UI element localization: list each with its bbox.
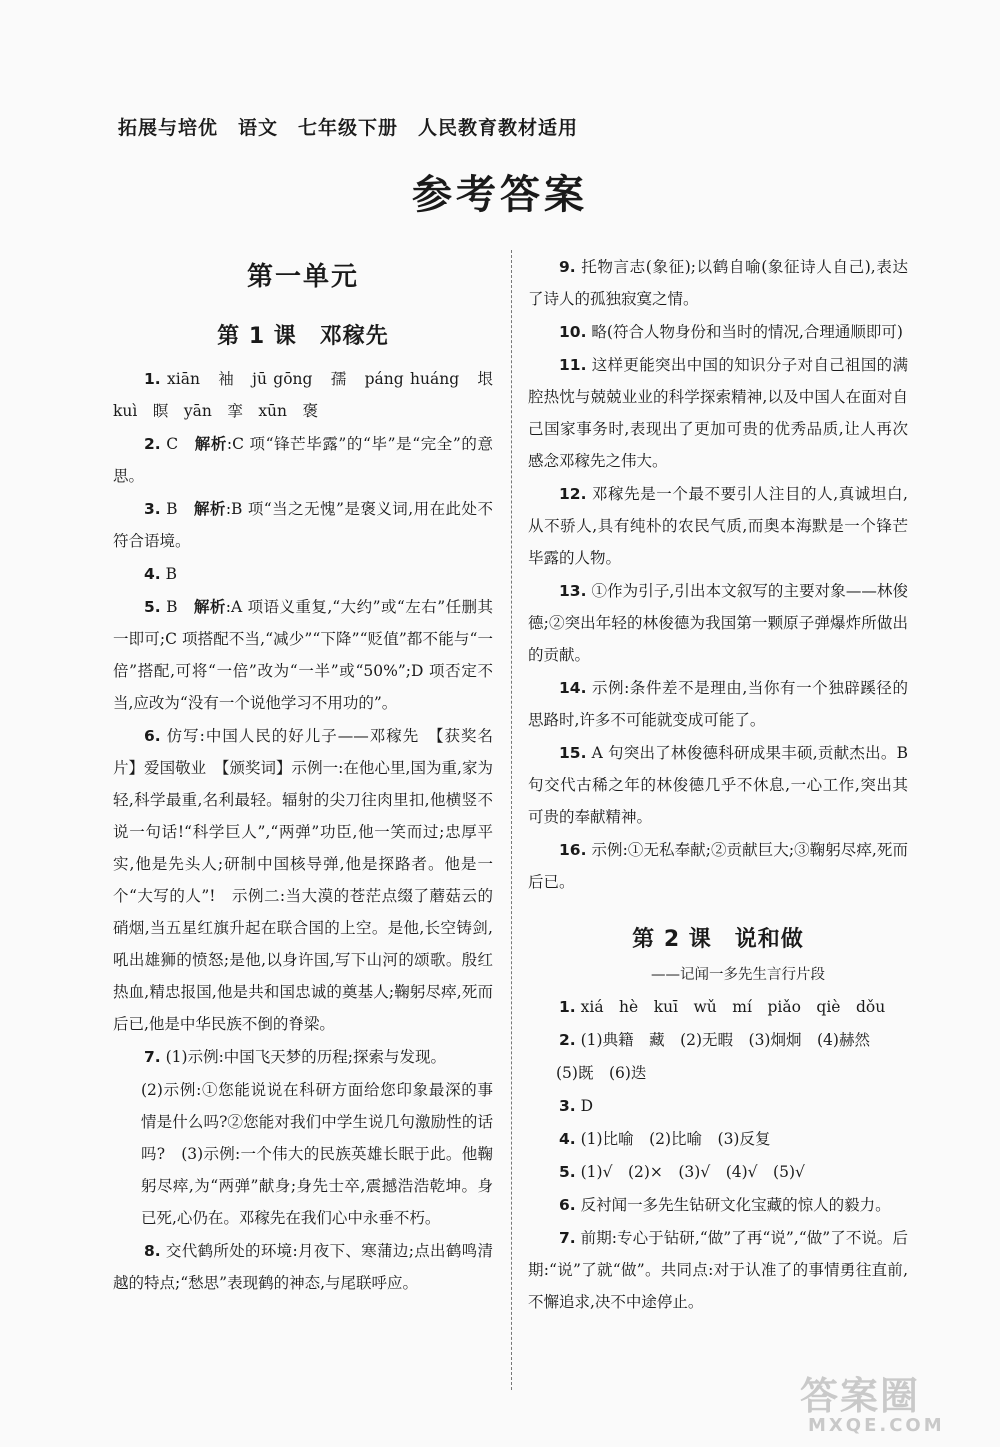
answer-text: B — [160, 565, 178, 583]
analysis-text: :B 项“当之无愧”是褒义词,用在此处不符合语境。 — [113, 500, 493, 550]
answer-text: 示例:①无私奉献;②贡献巨大;③鞠躬尽瘁,死而后已。 — [528, 841, 908, 891]
answer-item — [528, 1188, 908, 1221]
unit-title: 第一单元 — [246, 262, 359, 292]
answer-number: 14. — [559, 679, 587, 697]
answer-item — [528, 348, 908, 477]
answer-item — [113, 362, 509, 427]
analysis-label: 解析 — [193, 597, 226, 616]
answer-text: 略(符合人物身份和当时的情况,合理通顺即可) — [586, 323, 903, 341]
answer-item — [528, 315, 908, 348]
answer-text: 这样更能突出中国的知识分子对自己祖国的满腔热忱与兢兢业业的科学探索精神,以及中国人在面对自己国家事务时,表现出了更加可贵的优秀品质,让人再次感念邓稼先之伟大。 — [528, 356, 908, 470]
answer-text: A 句突出了林俊德科研成果丰硕,贡献杰出。B 句交代古稀之年的林俊德几乎不休息,一心工作,突出其可贵的奉献精神。 — [528, 744, 908, 826]
answer-item — [528, 736, 908, 833]
answer-number: 6. — [559, 1196, 576, 1214]
analysis-text: :A 项语义重复,“大约”或“左右”任删其一即可;C 项搭配不当,“减少”“下降”“贬值”都不能与“一倍”搭配,可将“一倍”改为“一半”或“50%”;D 项否定不当,应改为“没有一个说他学习不用功的”。 — [113, 598, 493, 712]
answer-number: 13. — [559, 582, 587, 600]
answer-text: B — [160, 500, 194, 518]
column-divider — [511, 250, 512, 1390]
answer-item — [113, 427, 493, 492]
answer-item — [528, 1155, 908, 1188]
answer-text: (1)√ (2)× (3)√ (4)√ (5)√ — [575, 1163, 805, 1181]
right-column — [528, 250, 908, 1318]
answer-number: 5. — [559, 1163, 576, 1181]
lesson-1-title: 第 1 课 邓稼先 — [217, 324, 389, 349]
answer-number: 7. — [559, 1229, 576, 1247]
answer-text: 反衬闻一多先生钻研文化宝藏的惊人的毅力。 — [575, 1196, 891, 1214]
answer-text: xiān 袖 jū gōng 孺 páng huáng 垠 kuì 瞑 yān 挛 xūn 褒 — [113, 370, 509, 420]
lesson-1-answers-continued — [528, 250, 908, 898]
answer-text: C — [160, 435, 195, 453]
answer-number: 2. — [144, 435, 161, 453]
answer-text: 示例:条件差不是理由,当你有一个独辟蹊径的思路时,许多不可能就变成可能了。 — [528, 679, 908, 729]
answer-number: 5. — [144, 598, 161, 616]
analysis-label: 解析 — [193, 499, 226, 518]
answer-number: 3. — [144, 500, 161, 518]
answer-text: (1)比喻 (2)比喻 (3)反复 — [575, 1130, 771, 1148]
answer-text: 前期:专心于钻研,“做”了再“说”,“做”了不说。后期:“说”了就“做”。共同点:对于认准了的事情勇往直前,不懈追求,决不中途停止。 — [528, 1229, 908, 1311]
answer-number: 16. — [559, 841, 587, 859]
answer-number: 1. — [559, 998, 576, 1016]
answer-item — [113, 492, 493, 557]
answer-item — [528, 1056, 908, 1089]
answer-item — [113, 719, 493, 1040]
answer-item — [528, 250, 908, 315]
answer-number: 3. — [559, 1097, 576, 1115]
book-header: 拓展与培优 语文 七年级下册 人民教育教材适用 — [118, 117, 579, 139]
answer-number: 6. — [144, 727, 161, 745]
answer-item — [528, 574, 908, 671]
analysis-text: :C 项“锋芒毕露”的“毕”是“完全”的意思。 — [113, 435, 493, 485]
lesson-1-answers — [113, 362, 509, 1299]
answer-text: ①作为引子,引出本文叙写的主要对象——林俊德;②突出年轻的林俊德为我国第一颗原子弹爆炸所做出的贡献。 — [528, 582, 908, 664]
left-column — [113, 250, 509, 1299]
analysis-label: 解析 — [194, 434, 227, 453]
watermark-text: 答案圈 — [800, 1374, 921, 1418]
answer-text: D — [575, 1097, 594, 1115]
watermark-logo — [800, 1376, 980, 1444]
answer-item — [528, 1122, 908, 1155]
answer-item — [528, 477, 908, 574]
answer-item — [113, 590, 493, 719]
watermark-url: MXQE.COM — [808, 1415, 945, 1436]
answer-text: 仿写:中国人民的好儿子——邓稼先 【获奖名片】爱国敬业 【颁奖词】示例一:在他心里,国为重,家为轻,科学最重,名利最轻。辐射的尖刀往肉里扣,他横竖不说一句话!“科学巨人”,“两弹”功臣,他一笑而过;忠厚平实,他是先头人;研制中国核导弹,他是探路者。他是一个“大写的人”! 示例二:当大漠的苍茫点缀了蘑菇云的硝烟,当五星红旗升起在联合国的上空。是他,长空铸剑,吼出雄狮的愤怒;是他,以身许国,写下山河的颂歌。殷红热血,精忠报国,他是共和国忠诚的奠基人;鞠躬尽瘁,死而后已,他是中华民族不倒的脊梁。 — [113, 727, 493, 1033]
answer-item — [113, 1040, 493, 1073]
answer-number: 4. — [144, 565, 161, 583]
answer-text: (1)示例:中国飞天梦的历程;探索与发现。 — [160, 1048, 447, 1066]
answer-text: 交代鹤所处的环境:月夜下、寒蒲边;点出鹤鸣清越的特点;“愁思”表现鹤的神态,与尾联呼应。 — [113, 1242, 493, 1292]
answer-item — [113, 557, 493, 590]
lesson-2-answers — [528, 990, 908, 1318]
answer-number: 10. — [559, 323, 587, 341]
answer-number: 9. — [559, 258, 576, 276]
answer-text: (5)既 (6)迭 — [556, 1064, 647, 1082]
lesson-2-title: 第 2 课 说和做 — [632, 927, 804, 952]
answer-number: 15. — [559, 744, 587, 762]
answer-number: 11. — [559, 356, 587, 374]
page-title: 参考答案 — [412, 171, 588, 218]
answer-number: 7. — [144, 1048, 161, 1066]
answer-item — [528, 671, 908, 736]
answer-text: xiá hè kuī wǔ mí piǎo qiè dǒu — [575, 998, 886, 1016]
answer-text: (1)典籍 藏 (2)无暇 (3)炯炯 (4)赫然 — [575, 1031, 870, 1049]
answer-number: 12. — [559, 485, 587, 503]
answer-number: 1. — [144, 370, 161, 388]
answer-item — [528, 833, 908, 898]
answer-number: 8. — [144, 1242, 161, 1260]
answer-number: 4. — [559, 1130, 576, 1148]
lesson-2-subtitle: ——记闻一多先生言行片段 — [651, 967, 825, 983]
answer-item — [528, 1089, 908, 1122]
answer-item — [528, 1221, 908, 1318]
answer-text: 邓稼先是一个最不要引人注目的人,真诚坦白,从不骄人,具有纯朴的农民气质,而奥本海默是一个锋芒毕露的人物。 — [528, 485, 908, 567]
answer-text: (2)示例:①您能说说在科研方面给您印象最深的事情是什么吗?②您能对我们中学生说几句激励性的话吗? (3)示例:一个伟大的民族英雄长眠于此。他鞠躬尽瘁,为“两弹”献身;身先士卒,震撼浩浩乾坤。身已死,心仍在。邓稼先在我们心中永垂不朽。 — [141, 1081, 493, 1227]
answer-item — [113, 1234, 493, 1299]
answer-text: B — [160, 598, 194, 616]
answer-number: 2. — [559, 1031, 576, 1049]
answer-item — [113, 1073, 493, 1234]
answer-text: 托物言志(象征);以鹤自喻(象征诗人自己),表达了诗人的孤独寂寞之情。 — [528, 258, 908, 308]
answer-item — [528, 1023, 908, 1056]
answer-item — [528, 990, 908, 1023]
